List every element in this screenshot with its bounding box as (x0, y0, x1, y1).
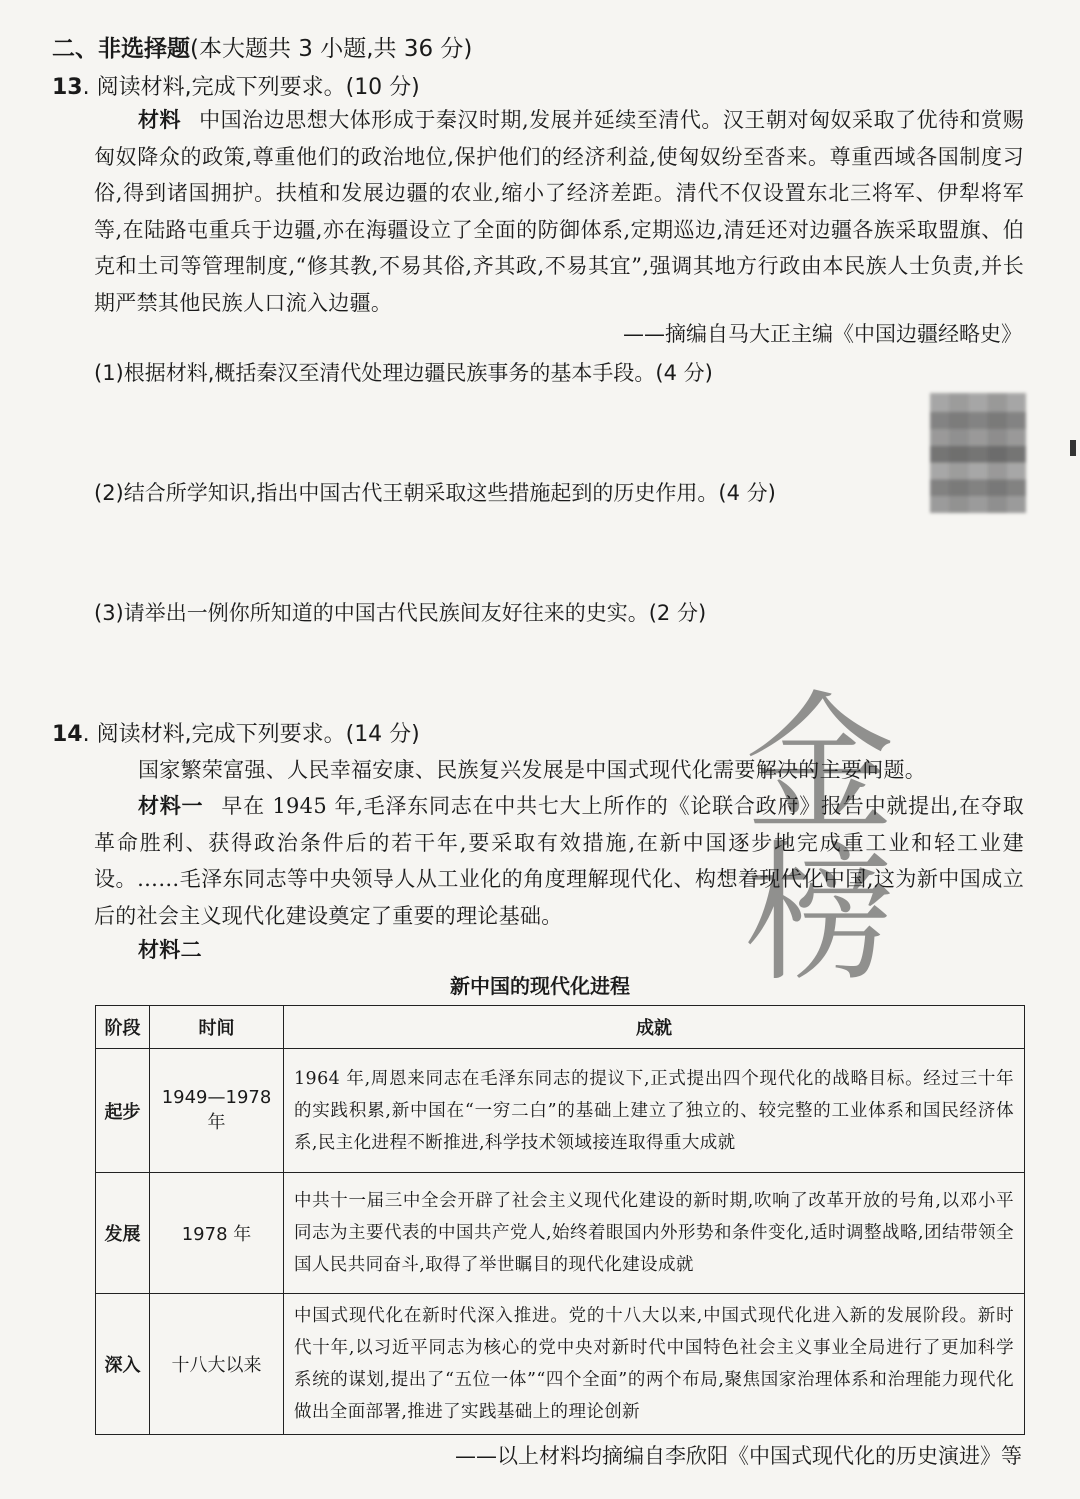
section-title-note: (本大题共 3 小题,共 36 分) (190, 36, 473, 62)
material-label: 材料 (138, 108, 182, 132)
table-row (96, 1049, 1025, 1173)
question-14-source: ——以上材料均摘编自李欣阳《中国式现代化的历史演进》等 (455, 1444, 1022, 1468)
question-14-material-2 (94, 932, 1024, 969)
question-14-intro: 国家繁荣富强、人民幸福安康、民族复兴发展是中国式现代化需要解决的主要问题。 (138, 758, 927, 782)
question-13-sub-1: (1)根据材料,概括秦汉至清代处理边疆民族事务的基本手段。(4 分) (94, 361, 713, 385)
header-achievement: 成就 (284, 1006, 1025, 1049)
qr-code-blurred (930, 393, 1026, 513)
question-14-instruction: . 阅读材料,完成下列要求。(14 分) (82, 722, 420, 747)
edge-mark (1070, 440, 1076, 456)
question-14-material-1 (94, 788, 1024, 934)
row-achievement: 中国式现代化在新时代深入推进。党的十八大以来,中国式现代化进入新的发展阶段。新时代十年,以习近平同志为核心的党中央对新时代中国特色社会主义事业全局进行了更加科学系统的谋划,提出了“五位一体”“四个全面”的两个布局,聚焦国家治理体系和治理能力现代化做出全面部署,推进了实践基础上的理论创新 (284, 1294, 1025, 1435)
section-title (52, 30, 472, 63)
section-title-bold: 二、非选择题 (52, 36, 190, 62)
header-stage: 阶段 (96, 1006, 150, 1049)
question-13-sub-2: (2)结合所学知识,指出中国古代王朝采取这些措施起到的历史作用。(4 分) (94, 481, 776, 505)
material-text: 中国治边思想大体形成于秦汉时期,发展并延续至清代。汉王朝对匈奴采取了优待和赏赐匈奴降众的政策,尊重他们的政治地位,保护他们的经济利益,使匈奴纷至沓来。尊重西域各国制度习俗,得到诸国拥护。扶植和发展边疆的农业,缩小了经济差距。清代不仅设置东北三将军、伊犁将军等,在陆路屯重兵于边疆,亦在海疆设立了全面的防御体系,定期巡边,清廷还对边疆各族采取盟旗、伯克和土司等管理制度,“修其教,不易其俗,齐其政,不易其宜”,强调其地方行政由本民族人士负责,并长期严禁其他民族人口流入边疆。 (94, 108, 1024, 315)
row-time: 1978 年 (150, 1173, 284, 1294)
table-title: 新中国的现代化进程 (450, 974, 630, 998)
material-2-label: 材料二 (138, 938, 202, 962)
row-time: 十八大以来 (150, 1294, 284, 1435)
table-header-row (96, 1006, 1025, 1049)
question-13-heading (52, 70, 420, 101)
material-1-label: 材料一 (138, 794, 204, 818)
question-13-material (94, 102, 1024, 321)
material-1-text: 早在 1945 年,毛泽东同志在中共七大上所作的《论联合政府》报告中就提出,在夺取革命胜利、获得政治条件后的若干年,要采取有效措施,在新中国逐步地完成重工业和轻工业建设。……毛泽东同志等中央领导人从工业化的角度理解现代化、构想着现代化中国,这为新中国成立后的社会主义现代化建设奠定了重要的理论基础。 (94, 794, 1024, 928)
row-stage: 发展 (96, 1173, 150, 1294)
row-stage: 深入 (96, 1294, 150, 1435)
question-13-number: 13 (52, 75, 83, 100)
question-13-instruction: . 阅读材料,完成下列要求。(10 分) (82, 75, 420, 100)
modernization-table (95, 1005, 1025, 1435)
watermark-logo: 金榜 (745, 678, 916, 1002)
table-row (96, 1173, 1025, 1294)
row-stage: 起步 (96, 1049, 150, 1173)
row-achievement: 中共十一届三中全会开辟了社会主义现代化建设的新时期,吹响了改革开放的号角,以邓小平同志为主要代表的中国共产党人,始终着眼国内外形势和条件变化,适时调整战略,团结带领全国人民共同奋斗,取得了举世瞩目的现代化建设成就 (284, 1173, 1025, 1294)
question-14-number: 14 (52, 722, 83, 747)
question-14-heading (52, 717, 420, 748)
table-row (96, 1294, 1025, 1435)
question-13-sub-3: (3)请举出一例你所知道的中国古代民族间友好往来的史实。(2 分) (94, 601, 707, 625)
question-13-source: ——摘编自马大正主编《中国边疆经略史》 (623, 322, 1022, 346)
row-time: 1949—1978 年 (150, 1049, 284, 1173)
header-time: 时间 (150, 1006, 284, 1049)
row-achievement: 1964 年,周恩来同志在毛泽东同志的提议下,正式提出四个现代化的战略目标。经过三十年的实践积累,新中国在“一穷二白”的基础上建立了独立的、较完整的工业体系和国民经济体系,民主化进程不断推进,科学技术领域接连取得重大成就 (284, 1049, 1025, 1173)
